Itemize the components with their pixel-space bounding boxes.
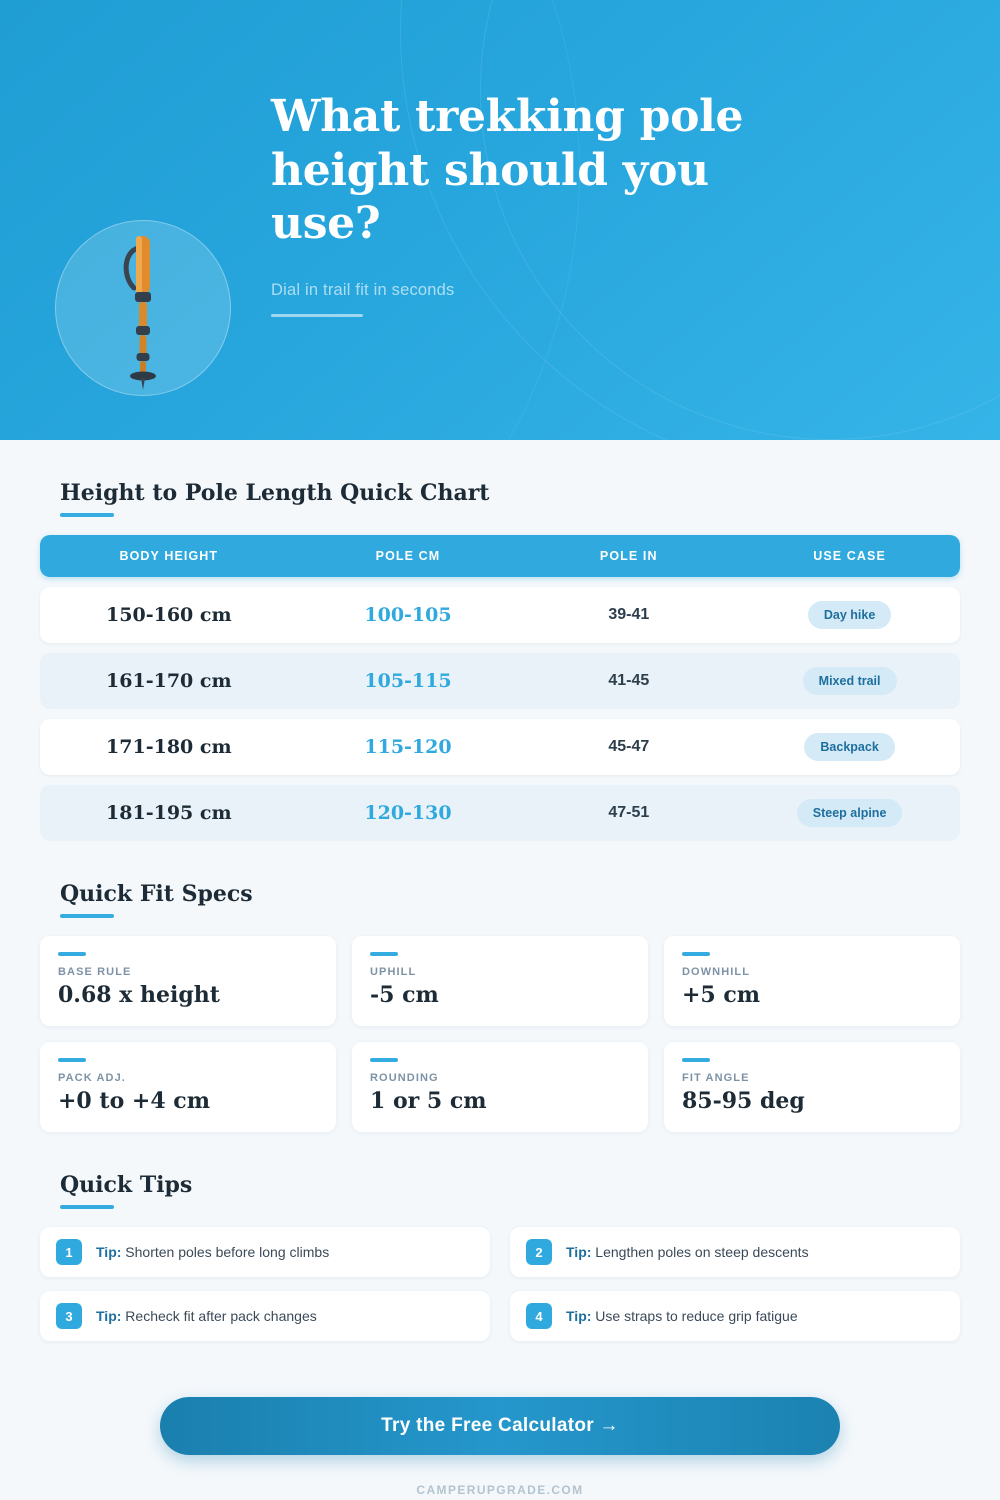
cell-body-height: 161-170 cm [106,670,232,692]
tip-prefix: Tip: [96,1308,122,1324]
spec-card [40,936,336,1026]
footer-brand: CAMPERUPGRADE.COM [416,1483,584,1497]
column-header-pole-in: POLE IN [599,549,658,563]
tip-body: Lengthen poles on steep descents [591,1244,809,1260]
spec-value: 85-95 deg [682,1088,805,1114]
cell-pole-in: 39-41 [608,606,650,623]
column-header-use-case: USE CASE [813,549,886,563]
tip-body: Use straps to reduce grip fatigue [591,1308,798,1324]
tip-body: Shorten poles before long climbs [121,1244,330,1260]
tip-prefix: Tip: [566,1308,592,1324]
cell-pole-cm: 115-120 [364,736,452,758]
spec-accent-bar [58,1058,86,1062]
spec-label: FIT ANGLE [682,1072,750,1084]
chart-section-underline [60,513,114,517]
cell-body-height: 150-160 cm [106,604,232,626]
tip-number: 3 [56,1303,82,1329]
trekking-pole-icon [55,220,231,396]
chart-section-heading: Height to Pole Length Quick Chart [60,480,490,506]
tip-card [40,1291,490,1341]
tip-card [510,1291,960,1341]
table-header-row [40,535,960,577]
tip-prefix: Tip: [566,1244,592,1260]
cell-body-height: 181-195 cm [106,802,232,824]
tip-text [566,1244,809,1260]
table-row [40,785,960,841]
spec-card-grid [40,936,960,1132]
tip-card [510,1227,960,1277]
spec-accent-bar [370,952,398,956]
tips-section-heading: Quick Tips [60,1172,193,1198]
tips-section-underline [60,1205,114,1209]
cell-use-case [739,601,960,629]
column-header-pole-cm: POLE CM [375,549,441,563]
spec-card [352,1042,648,1132]
spec-label: BASE RULE [58,966,132,978]
page-title: What trekking pole height should you use? [271,91,744,250]
cell-use-case [739,799,960,827]
use-case-badge: Mixed trail [803,667,897,695]
cell-pole-in: 45-47 [608,738,650,755]
use-case-badge: Backpack [804,733,894,761]
tips-grid [40,1227,960,1341]
spec-value: 0.68 x height [58,982,220,1008]
tip-number: 1 [56,1239,82,1265]
table-row [40,719,960,775]
spec-card [664,936,960,1026]
try-calculator-button[interactable]: Try the Free Calculator → [160,1397,840,1455]
cell-pole-cm: 100-105 [364,604,452,626]
tip-card [40,1227,490,1277]
spec-value: -5 cm [370,982,439,1008]
hero-banner [0,0,1000,440]
spec-card [664,1042,960,1132]
page-subtitle: Dial in trail fit in seconds [271,281,455,300]
cell-use-case [739,733,960,761]
tip-number: 4 [526,1303,552,1329]
spec-value: +0 to +4 cm [58,1088,210,1114]
spec-accent-bar [682,952,710,956]
cta-section [40,1397,960,1497]
height-to-pole-table [40,535,960,841]
specs-section-underline [60,914,114,918]
tip-body: Recheck fit after pack changes [121,1308,317,1324]
spec-label: PACK ADJ. [58,1072,126,1084]
tip-prefix: Tip: [96,1244,122,1260]
tip-text [96,1308,317,1324]
cell-pole-in: 47-51 [608,804,650,821]
table-row [40,587,960,643]
spec-accent-bar [682,1058,710,1062]
specs-section-heading: Quick Fit Specs [60,881,253,907]
spec-accent-bar [58,952,86,956]
spec-accent-bar [370,1058,398,1062]
tip-text [96,1244,329,1260]
cell-pole-cm: 120-130 [364,802,452,824]
spec-card [352,936,648,1026]
table-row [40,653,960,709]
use-case-badge: Steep alpine [797,799,903,827]
cell-body-height: 171-180 cm [106,736,232,758]
cell-use-case [739,667,960,695]
tip-text [566,1308,798,1324]
spec-label: DOWNHILL [682,966,751,978]
tip-number: 2 [526,1239,552,1265]
cell-pole-cm: 105-115 [364,670,452,692]
column-header-body-height: BODY HEIGHT [119,549,219,563]
cell-pole-in: 41-45 [608,672,650,689]
spec-value: 1 or 5 cm [370,1088,487,1114]
spec-label: UPHILL [370,966,417,978]
use-case-badge: Day hike [808,601,891,629]
spec-card [40,1042,336,1132]
spec-label: ROUNDING [370,1072,439,1084]
spec-value: +5 cm [682,982,761,1008]
hero-divider [271,314,363,317]
